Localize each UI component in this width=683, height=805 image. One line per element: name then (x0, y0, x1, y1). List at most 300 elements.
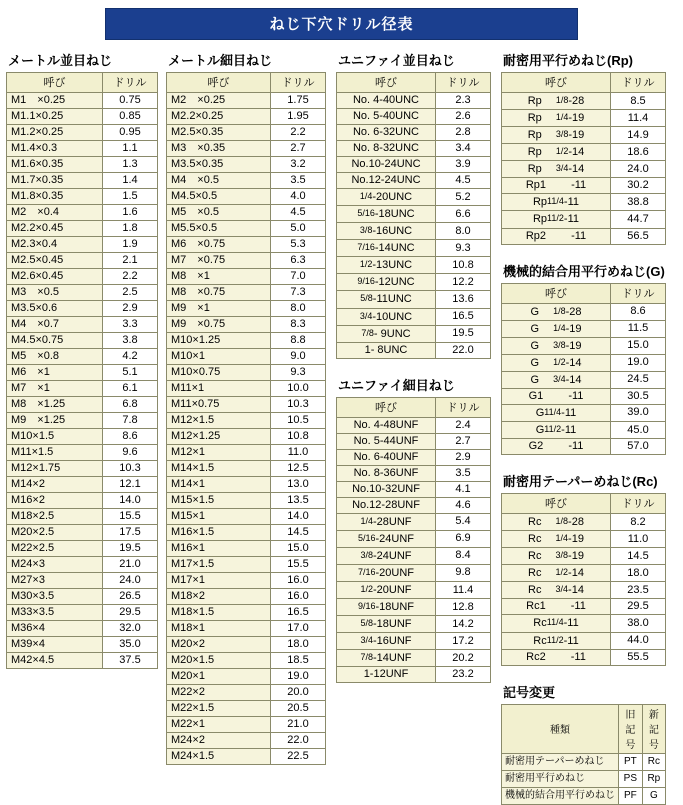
thread-designation: M17×1.5 (167, 557, 271, 573)
drill-diameter: 2.4 (436, 417, 491, 433)
table-row (167, 605, 326, 621)
drill-diameter: 0.95 (103, 125, 158, 141)
thread-designation: M5 ×0.5 (167, 205, 271, 221)
table-row (167, 637, 326, 653)
thread-designation: M2 ×0.4 (7, 205, 103, 221)
drill-diameter: 8.8 (271, 333, 326, 349)
drill-diameter: 29.5 (103, 605, 158, 621)
thread-designation: G1 -11 (502, 388, 611, 404)
thread-designation: 5/8-18UNF (337, 616, 436, 633)
thread-designation: M8 ×1.25 (7, 397, 103, 413)
table-row (502, 228, 666, 244)
drill-diameter: 11.5 (611, 320, 666, 337)
drill-diameter: 24.0 (103, 573, 158, 589)
table-row (7, 477, 158, 493)
drill-diameter: 2.6 (436, 109, 491, 125)
column-metric-fine (166, 50, 336, 805)
drill-diameter: 29.5 (611, 599, 666, 615)
thread-designation: 7/16-14UNC (337, 240, 436, 257)
thread-designation: No. 6-40UNF (337, 449, 436, 465)
thread-designation: M18×1 (167, 621, 271, 637)
thread-designation: No.12-28UNF (337, 497, 436, 513)
thread-designation: Rp1 -11 (502, 178, 611, 194)
thread-designation: M2.2×0.45 (7, 221, 103, 237)
table-row (502, 582, 666, 599)
tbody-metric-fine (167, 93, 326, 765)
thread-designation: M12×1.25 (167, 429, 271, 445)
table-row (7, 269, 158, 285)
table-unc (336, 72, 491, 359)
thread-designation: G 1/4-19 (502, 320, 611, 337)
col-header-drill: ドリル (611, 494, 666, 514)
table-row (167, 221, 326, 237)
table-row (7, 333, 158, 349)
table-row (502, 320, 666, 337)
thread-designation: M22×2 (167, 685, 271, 701)
thread-designation: M1.2×0.25 (7, 125, 103, 141)
drill-diameter: 1.3 (103, 157, 158, 173)
drill-diameter: 8.3 (271, 317, 326, 333)
drill-diameter: 37.5 (103, 653, 158, 669)
table-row (502, 354, 666, 371)
thread-designation: M18×1.5 (167, 605, 271, 621)
table-row (167, 621, 326, 637)
thread-designation: 5/16-18UNC (337, 206, 436, 223)
drill-diameter: 13.6 (436, 291, 491, 308)
table-row (7, 237, 158, 253)
table-row (337, 564, 491, 581)
table-row (167, 509, 326, 525)
table-row (167, 541, 326, 557)
thread-designation: G 1/2-14 (502, 354, 611, 371)
drill-diameter: 11.0 (611, 531, 666, 548)
drill-diameter: 44.0 (611, 632, 666, 649)
thread-designation: Rc 1/4-19 (502, 531, 611, 548)
drill-diameter: 23.2 (436, 667, 491, 683)
table-row (167, 397, 326, 413)
thread-designation: M15×1.5 (167, 493, 271, 509)
drill-diameter: 12.1 (103, 477, 158, 493)
tbody-unc (337, 93, 491, 359)
thread-designation: Rp 1/8-28 (502, 93, 611, 110)
kigo-section (501, 682, 676, 805)
old-symbol: PF (619, 787, 643, 804)
spacer (501, 670, 676, 682)
drill-diameter: 14.9 (611, 127, 666, 144)
drill-diameter: 35.0 (103, 637, 158, 653)
thread-designation: No. 5-40UNC (337, 109, 436, 125)
thread-designation: No. 6-32UNC (337, 125, 436, 141)
drill-diameter: 3.5 (271, 173, 326, 189)
table-row (337, 157, 491, 173)
table-row (337, 308, 491, 325)
table-row (337, 616, 491, 633)
tbody-g (502, 303, 666, 455)
drill-diameter: 19.5 (436, 325, 491, 342)
drill-diameter: 44.7 (611, 211, 666, 228)
drill-diameter: 20.5 (271, 701, 326, 717)
section-title-rp: 耐密用平行めねじ(Rp) (503, 53, 633, 68)
thread-designation: Rc 3/4-14 (502, 582, 611, 599)
thread-designation: M22×1.5 (167, 701, 271, 717)
drill-diameter: 1.8 (103, 221, 158, 237)
thread-designation: Rc 1/8-28 (502, 514, 611, 531)
table-row (502, 371, 666, 388)
table-row (167, 701, 326, 717)
table-row (7, 557, 158, 573)
thread-designation: M7 ×1 (7, 381, 103, 397)
thread-designation: 1/4-28UNF (337, 513, 436, 530)
kigo-header-new: 新記号 (642, 704, 665, 753)
drill-diameter: 1.9 (103, 237, 158, 253)
table-row (502, 565, 666, 582)
new-symbol: G (642, 787, 665, 804)
old-symbol: PT (619, 753, 643, 770)
table-row (337, 633, 491, 650)
drill-diameter: 4.5 (271, 205, 326, 221)
col-header-name: 呼び (7, 73, 103, 93)
thread-designation: M3.5×0.35 (167, 157, 271, 173)
drill-diameter: 2.2 (271, 125, 326, 141)
drill-diameter: 3.9 (436, 157, 491, 173)
drill-diameter: 16.0 (271, 573, 326, 589)
thread-designation: M16×2 (7, 493, 103, 509)
thread-designation: No.10-32UNF (337, 481, 436, 497)
drill-diameter: 16.0 (271, 589, 326, 605)
table-row (167, 749, 326, 765)
table-row (7, 397, 158, 413)
table-row (167, 317, 326, 333)
table-row (337, 497, 491, 513)
thread-designation: M6 ×0.75 (167, 237, 271, 253)
thread-designation: M18×2 (167, 589, 271, 605)
thread-designation: M6 ×1 (7, 365, 103, 381)
drill-diameter: 4.1 (436, 481, 491, 497)
thread-designation: M1.7×0.35 (7, 173, 103, 189)
thread-designation: M18×2.5 (7, 509, 103, 525)
drill-diameter: 19.0 (611, 354, 666, 371)
col-header-name: 呼び (502, 73, 611, 93)
columns-container (0, 50, 683, 805)
thread-designation: M2.5×0.35 (167, 125, 271, 141)
tbody-unf (337, 417, 491, 683)
kigo-header-old: 旧記号 (619, 704, 643, 753)
table-row (167, 125, 326, 141)
drill-diameter: 8.6 (103, 429, 158, 445)
drill-diameter: 14.0 (103, 493, 158, 509)
table-row (167, 381, 326, 397)
thread-designation: M4.5×0.75 (7, 333, 103, 349)
thread-designation: Rp 1/4-19 (502, 110, 611, 127)
thread-designation: M5.5×0.5 (167, 221, 271, 237)
thread-designation: Rc 1/2-14 (502, 565, 611, 582)
table-row (337, 650, 491, 667)
drill-diameter: 1.1 (103, 141, 158, 157)
spacer (336, 363, 501, 375)
thread-designation: M7 ×0.75 (167, 253, 271, 269)
drill-diameter: 12.2 (436, 274, 491, 291)
table-row (502, 388, 666, 404)
drill-diameter: 13.0 (271, 477, 326, 493)
table-row (7, 413, 158, 429)
table-row (502, 439, 666, 455)
drill-diameter: 8.2 (611, 514, 666, 531)
table-row (337, 189, 491, 206)
thread-designation: Rc1 -11 (502, 599, 611, 615)
table-row (502, 110, 666, 127)
thread-designation: M9 ×1.25 (7, 413, 103, 429)
drill-diameter: 39.0 (611, 404, 666, 421)
drill-diameter: 3.3 (103, 317, 158, 333)
thread-designation: M39×4 (7, 637, 103, 653)
drill-diameter: 16.5 (436, 308, 491, 325)
table-row (502, 127, 666, 144)
drill-diameter: 38.0 (611, 615, 666, 632)
drill-diameter: 20.0 (271, 685, 326, 701)
table-row (167, 573, 326, 589)
thread-designation: M16×1.5 (167, 525, 271, 541)
thread-designation: 5/8-11UNC (337, 291, 436, 308)
drill-diameter: 55.5 (611, 649, 666, 665)
thread-designation: M1 ×0.25 (7, 93, 103, 109)
drill-diameter: 10.8 (436, 257, 491, 274)
drill-diameter: 19.5 (103, 541, 158, 557)
table-row (167, 445, 326, 461)
thread-designation: M20×1.5 (167, 653, 271, 669)
thread-designation: Rc11/4-11 (502, 615, 611, 632)
thread-designation: M42×4.5 (7, 653, 103, 669)
thread-type: 耐密用テーパーめねじ (502, 753, 619, 770)
drill-diameter: 8.0 (271, 301, 326, 317)
table-row (167, 557, 326, 573)
drill-diameter: 56.5 (611, 228, 666, 244)
thread-designation: 9/16-18UNF (337, 599, 436, 616)
thread-designation: 7/8-14UNF (337, 650, 436, 667)
drill-diameter: 11.0 (271, 445, 326, 461)
thread-designation: M30×3.5 (7, 589, 103, 605)
col-header-name: 呼び (502, 494, 611, 514)
table-row (502, 93, 666, 110)
drill-diameter: 3.8 (103, 333, 158, 349)
drill-diameter: 21.0 (103, 557, 158, 573)
thread-designation: M12×1.75 (7, 461, 103, 477)
col-header-name: 呼び (502, 283, 611, 303)
drill-diameter: 1.5 (103, 189, 158, 205)
col-header-drill: ドリル (611, 283, 666, 303)
table-row (167, 333, 326, 349)
table-row (7, 157, 158, 173)
thread-designation: M22×1 (167, 717, 271, 733)
drill-diameter: 10.5 (271, 413, 326, 429)
table-row (337, 223, 491, 240)
col-header-drill: ドリル (103, 73, 158, 93)
table-row (502, 211, 666, 228)
thread-designation: Rc 3/8-19 (502, 548, 611, 565)
drill-diameter: 14.5 (271, 525, 326, 541)
old-symbol: PS (619, 770, 643, 787)
thread-designation: 7/8- 9UNC (337, 325, 436, 342)
tbody-rp (502, 93, 666, 245)
table-row (337, 173, 491, 189)
thread-designation: Rp11/2-11 (502, 211, 611, 228)
thread-designation: M10×1.25 (167, 333, 271, 349)
table-row (167, 205, 326, 221)
drill-diameter: 12.8 (436, 599, 491, 616)
table-row (7, 573, 158, 589)
drill-diameter: 38.8 (611, 194, 666, 211)
thread-designation: M22×2.5 (7, 541, 103, 557)
drill-diameter: 5.2 (436, 189, 491, 206)
thread-designation: Rp 3/4-14 (502, 161, 611, 178)
drill-diameter: 6.9 (436, 530, 491, 547)
table-row (502, 753, 666, 770)
thread-designation: M2.5×0.45 (7, 253, 103, 269)
table-row (337, 599, 491, 616)
table-row (337, 125, 491, 141)
table-row (502, 770, 666, 787)
drill-diameter: 23.5 (611, 582, 666, 599)
table-row (7, 173, 158, 189)
table-row (337, 582, 491, 599)
drill-diameter: 15.0 (271, 541, 326, 557)
thread-designation: 1/2-13UNC (337, 257, 436, 274)
table-row (167, 93, 326, 109)
col-header-drill: ドリル (611, 73, 666, 93)
thread-designation: No. 8-32UNC (337, 141, 436, 157)
drill-diameter: 1.95 (271, 109, 326, 125)
drill-diameter: 13.5 (271, 493, 326, 509)
thread-designation: M2.3×0.4 (7, 237, 103, 253)
table-row (337, 141, 491, 157)
drill-diameter: 18.5 (271, 653, 326, 669)
table-unf (336, 397, 491, 684)
drill-diameter: 6.8 (103, 397, 158, 413)
thread-designation: M12×1.5 (167, 413, 271, 429)
drill-diameter: 2.5 (103, 285, 158, 301)
thread-designation: M20×2 (167, 637, 271, 653)
thread-designation: 3/8-24UNF (337, 547, 436, 564)
drill-diameter: 8.0 (436, 223, 491, 240)
kigo-header-type: 種類 (502, 704, 619, 753)
table-row (7, 93, 158, 109)
table-row (7, 221, 158, 237)
table-row (7, 285, 158, 301)
table-row (502, 178, 666, 194)
thread-designation: M3.5×0.6 (7, 301, 103, 317)
table-row (167, 253, 326, 269)
thread-designation: 3/4-16UNF (337, 633, 436, 650)
thread-designation: M27×3 (7, 573, 103, 589)
new-symbol: Rc (642, 753, 665, 770)
drill-diameter: 18.0 (271, 637, 326, 653)
table-row (337, 93, 491, 109)
table-row (337, 257, 491, 274)
table-row (167, 189, 326, 205)
column-unified (336, 50, 501, 805)
thread-designation: M8 ×1 (167, 269, 271, 285)
table-row (167, 285, 326, 301)
thread-type: 機械的結合用平行めねじ (502, 787, 619, 804)
table-row (7, 301, 158, 317)
thread-designation: M20×2.5 (7, 525, 103, 541)
thread-designation: M2 ×0.25 (167, 93, 271, 109)
thread-designation: M33×3.5 (7, 605, 103, 621)
drill-diameter: 2.7 (436, 433, 491, 449)
table-row (167, 141, 326, 157)
drill-diameter: 22.0 (436, 342, 491, 358)
table-rc (501, 493, 666, 666)
drill-diameter: 10.0 (271, 381, 326, 397)
drill-diameter: 0.85 (103, 109, 158, 125)
thread-designation: M1.4×0.3 (7, 141, 103, 157)
table-metric-fine (166, 72, 326, 765)
drill-diameter: 24.5 (611, 371, 666, 388)
table-row (7, 365, 158, 381)
thread-designation: M11×1 (167, 381, 271, 397)
spacer (501, 459, 676, 471)
drill-diameter: 9.3 (271, 365, 326, 381)
tbody-metric-coarse (7, 93, 158, 669)
table-row (502, 548, 666, 565)
thread-designation: M14×1.5 (167, 461, 271, 477)
thread-designation: M9 ×0.75 (167, 317, 271, 333)
drill-diameter: 6.6 (436, 206, 491, 223)
table-row (167, 653, 326, 669)
drill-diameter: 14.2 (436, 616, 491, 633)
drill-diameter: 15.5 (103, 509, 158, 525)
drill-diameter: 14.0 (271, 509, 326, 525)
table-row (502, 787, 666, 804)
table-row (502, 161, 666, 178)
thread-designation: M10×1 (167, 349, 271, 365)
drill-diameter: 11.4 (436, 582, 491, 599)
table-row (337, 481, 491, 497)
table-row (7, 605, 158, 621)
drill-diameter: 16.5 (271, 605, 326, 621)
table-row (502, 404, 666, 421)
table-row (167, 365, 326, 381)
spacer (501, 249, 676, 261)
drill-diameter: 5.1 (103, 365, 158, 381)
table-row (337, 513, 491, 530)
thread-designation: M36×4 (7, 621, 103, 637)
table-row (7, 205, 158, 221)
thread-designation: M8 ×0.75 (167, 285, 271, 301)
table-row (7, 589, 158, 605)
drill-diameter: 0.75 (103, 93, 158, 109)
table-metric-coarse (6, 72, 158, 669)
col-header-drill: ドリル (436, 73, 491, 93)
table-row (337, 547, 491, 564)
table-row (167, 477, 326, 493)
thread-designation: No. 8-36UNF (337, 465, 436, 481)
thread-designation: M11×1.5 (7, 445, 103, 461)
section-title-metric-coarse: メートル並目ねじ (8, 53, 113, 68)
drill-diameter: 8.5 (611, 93, 666, 110)
table-kigo (501, 704, 666, 805)
drill-diameter: 30.2 (611, 178, 666, 194)
thread-designation: M16×1 (167, 541, 271, 557)
drill-diameter: 32.0 (103, 621, 158, 637)
thread-designation: No.10-24UNC (337, 157, 436, 173)
table-row (167, 237, 326, 253)
thread-designation: M4 ×0.5 (167, 173, 271, 189)
table-row (167, 717, 326, 733)
thread-designation: G2 -11 (502, 439, 611, 455)
table-row (337, 342, 491, 358)
new-symbol: Rp (642, 770, 665, 787)
section-title-g: 機械的結合用平行めねじ(G) (503, 263, 665, 279)
